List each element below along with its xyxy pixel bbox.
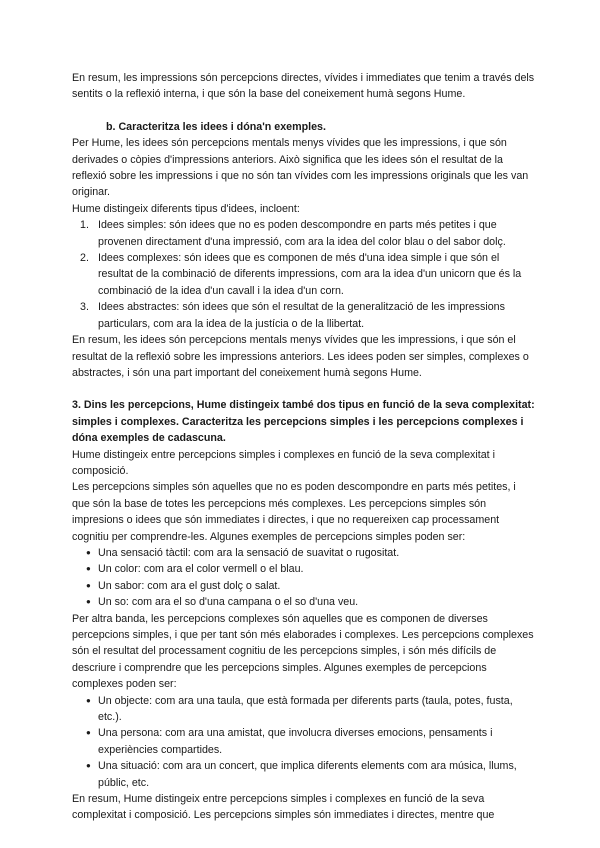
list-number: 1.: [80, 219, 89, 232]
section-b-paragraph-2: Hume distingeix diferents tipus d'idees, incloent:: [72, 202, 300, 215]
bullet-icon: ●: [86, 597, 91, 607]
list-item-text: Idees simples: són idees que no es poden descompondre en parts més petites i que provenen directament d'una impressió, com ara la idea del color blau o del sabor dolç.: [98, 219, 506, 248]
list-item: [72, 693, 536, 726]
list-item: [72, 758, 536, 791]
list-item-text: Idees complexes: són idees que es componen de més d'una idea simple i que són el resultat de la combinació de diferents impressions, com ara la idea d'un unicorn que és la combinació de la idea d'un cavall i la idea d'un corn.: [98, 252, 522, 297]
list-item-text: Una persona: com ara una amistat, que involucra diverses emocions, pensaments i experiències compartides.: [98, 727, 493, 756]
section-3-paragraph-3: Per altra banda, les percepcions complexes són aquelles que es componen de diverses percepcions simples, i que per tant són més elaborades i complexes. Les percepcions complexes són el resultat del processament cognitiu de les percepcions simples, i són més difícils de descriure i comprendre que les percepcions simples. Algunes exemples de percepcions complexes poden ser:: [72, 612, 534, 691]
document-page: [72, 70, 536, 824]
complex-perceptions-list: [72, 693, 536, 791]
list-item-text: Un color: com ara el color vermell o el blau.: [98, 563, 304, 576]
bullet-icon: ●: [86, 761, 91, 771]
list-number: 3.: [80, 301, 89, 314]
idea-types-list: [72, 217, 536, 332]
list-item: [72, 578, 536, 594]
list-number: 2.: [80, 252, 89, 265]
intro-summary-paragraph: En resum, les impressions són percepcions directes, vívides i immediates que tenim a través dels sentits o la reflexió interna, i que són la base del coneixement humà segons Hume.: [72, 72, 535, 101]
list-item-text: Un sabor: com ara el gust dolç o salat.: [98, 579, 281, 592]
section-3-summary: En resum, Hume distingeix entre percepcions simples i complexes en funció de la seva complexitat i composició. Les percepcions simples són immediates i directes, mentre que: [72, 793, 495, 822]
simple-perceptions-list: [72, 545, 536, 611]
section-3-heading: 3. Dins les percepcions, Hume distingeix també dos tipus en funció de la seva complexitat: simples i complexes. Caracteritza les percepcions simples i les percepcions complexes i dóna exemples de cadascuna.: [72, 399, 535, 445]
bullet-icon: ●: [86, 728, 91, 738]
bullet-icon: ●: [86, 695, 91, 705]
list-item: [72, 725, 536, 758]
bullet-icon: ●: [86, 547, 91, 557]
section-b-summary: En resum, les idees són percepcions mentals menys vívides que les impressions, i que són el resultat de la reflexió sobre les impressions anteriors. Les idees poden ser simples, complexes o abstractes, i són una part important del coneixement humà segons Hume.: [72, 334, 529, 379]
section-b-paragraph-1: Per Hume, les idees són percepcions mentals menys vívides que les impressions, i que són derivades o còpies d'impressions anteriors. Això significa que les idees són el resultat de la reflexió sobre les impressions i que no són tan vívides com les impressions originals que les van originar.: [72, 137, 529, 199]
list-item: [72, 217, 536, 250]
list-item: [72, 594, 536, 610]
list-item: [72, 299, 536, 332]
list-item-text: Un so: com ara el so d'una campana o el so d'una veu.: [98, 596, 359, 609]
list-item: [72, 250, 536, 299]
section-3-paragraph-1: Hume distingeix entre percepcions simples i complexes en funció de la seva complexitat i composició.: [72, 448, 495, 477]
list-item: [72, 545, 536, 561]
section-b-heading: b. Caracteritza les idees i dóna'n exemples.: [106, 120, 326, 133]
bullet-icon: ●: [86, 564, 91, 574]
section-3-paragraph-2: Les percepcions simples són aquelles que no es poden descompondre en parts més petites, i que són la base de totes les percepcions més complexes. Les percepcions simples són impresions o idees que són immediates i directes, i que no requereixen cap processament cognitiu per comprendre-les. Algunes exemples de percepcions simples poden ser:: [72, 481, 516, 543]
list-item-text: Idees abstractes: són idees que són el resultat de la generalització de les impressions particulars, com ara la idea de la justícia o de la llibertat.: [98, 301, 505, 330]
list-item: [72, 561, 536, 577]
list-item-text: Una sensació tàctil: com ara la sensació de suavitat o rugositat.: [98, 546, 400, 559]
list-item-text: Una situació: com ara un concert, que implica diferents elements com ara música, llums, públic, etc.: [98, 760, 517, 789]
bullet-icon: ●: [86, 580, 91, 590]
list-item-text: Un objecte: com ara una taula, que està formada per diferents parts (taula, potes, fusta, etc.).: [98, 694, 513, 724]
